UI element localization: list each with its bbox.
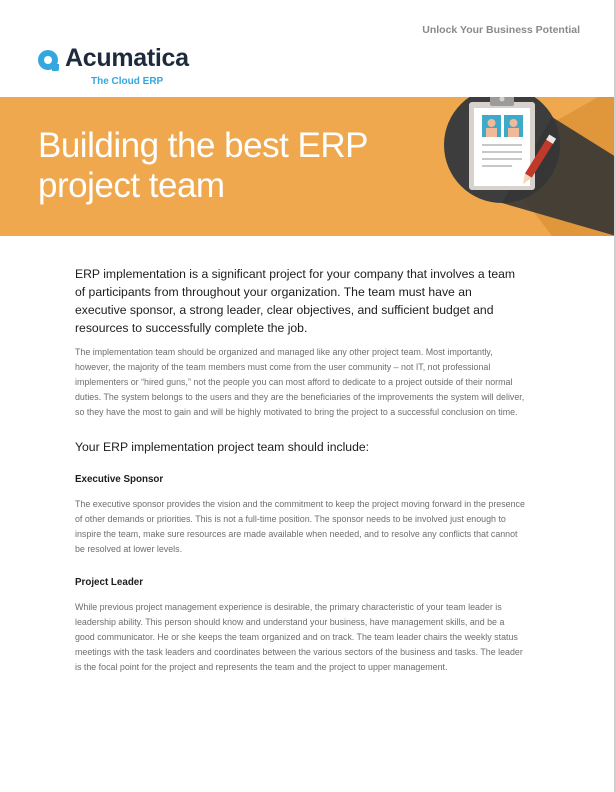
project-leader-text: While previous project management experience is desirable, the primary characteristic of your team leader is leadership ability. This person should know and understand your business, have management skills, and be a good communicator. He or she keeps the team organized and on track. The team leader chairs the weekly status meetings with the task leaders and coordinates between the various sectors of the business and tasks. The leader is the focal point for the project and represents the team and the project to upper management. xyxy=(75,602,523,672)
section-heading: Your ERP implementation project team should include: xyxy=(75,440,370,454)
intro-paragraph: The implementation team should be organized and managed like any other project team. Most importantly, however, the majority of the team members must come from the user community – not IT, not professional implementers or “hired guns,” not the people you can most afford to dedicate to a project outside of their normal duties. The system belongs to the users and they are the beneficiaries of the improvements the system will deliver, so they have the most to gain and will be highly motivated to bring the project to a successful conclusion on time. xyxy=(75,347,525,417)
header-tagline: Unlock Your Business Potential xyxy=(422,24,580,36)
page-title-line-1: Building the best ERP xyxy=(38,126,368,165)
project-leader-heading: Project Leader xyxy=(75,577,144,588)
logo-subtitle: The Cloud ERP xyxy=(91,76,164,87)
lead-paragraph: ERP implementation is a significant project for your company that involves a team of participants from throughout your organization. The team must have an executive sponsor, a strong leader, clear objectives, and sufficient budget and resources to successfully complete the job. xyxy=(75,267,516,335)
title-banner xyxy=(0,97,616,236)
article-body xyxy=(75,265,525,675)
logo-wordmark: Acumatica xyxy=(65,44,189,72)
executive-sponsor-text: The executive sponsor provides the vision and the commitment to keep the project moving forward in the presence of other demands or priorities. This is not a full-time position. The sponsor needs to be involved just enough to inspire the team, make sure resources are made available when needed, and to resolve any conflicts that cannot be resolved at lower levels. xyxy=(75,499,525,554)
executive-sponsor-heading: Executive Sponsor xyxy=(75,474,164,485)
page-title-line-2: project team xyxy=(38,166,225,205)
acumatica-logo-icon xyxy=(38,50,58,70)
clipboard-with-pen-icon xyxy=(432,97,616,236)
page-title xyxy=(38,126,418,206)
